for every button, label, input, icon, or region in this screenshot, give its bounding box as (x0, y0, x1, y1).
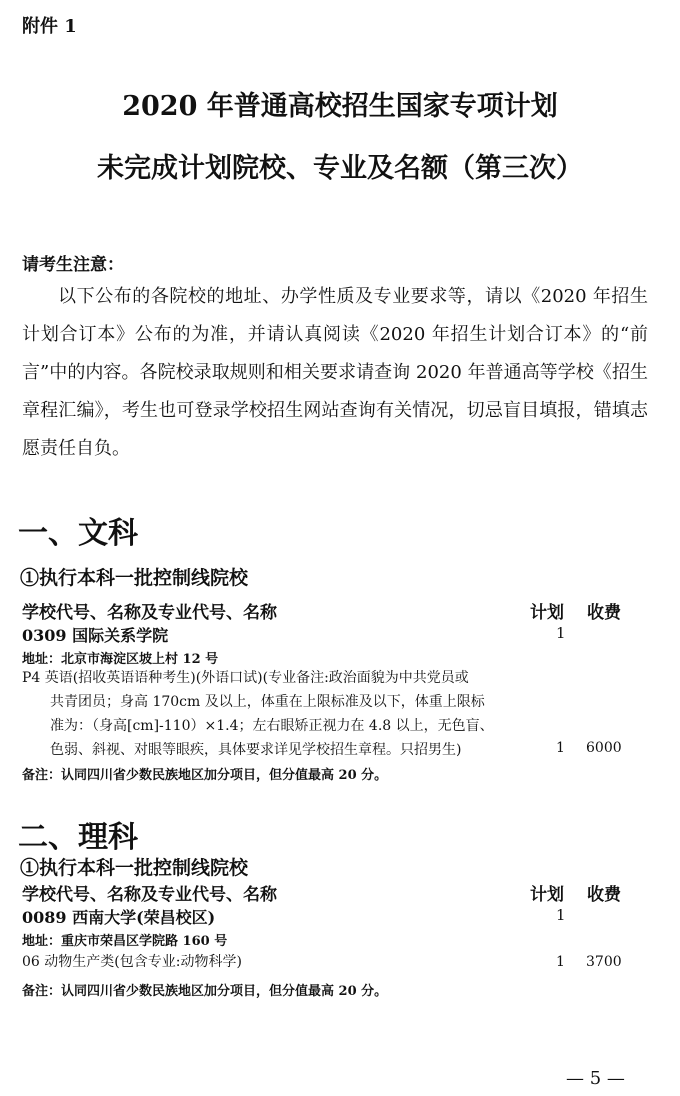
school-name: 0309 国际关系学院 (22, 626, 169, 645)
table-header-name: 学校代号、名称及专业代号、名称 (22, 603, 277, 623)
major-line: P4 英语(招收英语语种考生)(外语口试)(专业备注:政治面貌为中共党员或 (22, 670, 469, 686)
table-header-fee: 收费 (587, 885, 621, 905)
major-line: 共青团员；身高 170cm 及以上，体重在上限标准及以下，体重上限标 (50, 694, 485, 710)
table-header-name: 学校代号、名称及专业代号、名称 (22, 885, 277, 905)
major-entry (22, 950, 542, 974)
table-header-plan: 计划 (530, 603, 564, 623)
school-address: 地址：北京市海淀区坡上村 12 号 (22, 652, 219, 667)
school-address: 地址：重庆市荣昌区学院路 160 号 (22, 934, 228, 949)
table-header-fee: 收费 (587, 603, 621, 623)
major-fee: 3700 (586, 954, 622, 970)
section-subtitle-arts: ①执行本科一批控制线院校 (20, 567, 249, 589)
section-title-arts: 一、文科 (18, 516, 138, 551)
major-line: 06 动物生产类(包含专业:动物科学) (22, 954, 242, 970)
document-title-line1: 2020 年普通高校招生国家专项计划 (122, 91, 558, 122)
table-header-plan: 计划 (530, 885, 564, 905)
major-line: 准为：（身高[cm]-110）×1.4；左右眼矫正视力在 4.8 以上，无色盲、 (50, 718, 494, 734)
notice-body: 以下公布的各院校的地址、办学性质及专业要求等，请以《2020 年招生计划合订本》公布的为准，并请认真阅读《2020 年招生计划合订本》的“前言”中的内容。各院校录取规则和相关要求请查询 2020 年普通高等学校《招生章程汇编》，考生也可登录学校招生网站查询有关情况，切忌盲目填报，错填志愿责任自负。 (22, 286, 648, 459)
page-number: — 5 — (566, 1068, 625, 1089)
section-title-science: 二、理科 (18, 820, 138, 855)
major-fee: 6000 (586, 740, 622, 756)
major-entry (22, 666, 542, 762)
major-plan: 1 (556, 740, 565, 756)
remark: 备注：认同四川省少数民族地区加分项目，但分值最高 20 分。 (22, 768, 388, 783)
document-title-line2: 未完成计划院校、专业及名额（第三次） (97, 153, 583, 184)
school-plan: 1 (556, 624, 566, 642)
remark: 备注：认同四川省少数民族地区加分项目，但分值最高 20 分。 (22, 984, 388, 999)
section-subtitle-science: ①执行本科一批控制线院校 (20, 857, 249, 879)
school-plan: 1 (556, 906, 566, 924)
school-name: 0089 西南大学(荣昌校区) (22, 908, 216, 927)
attachment-label: 附件 1 (22, 16, 77, 37)
notice-heading: 请考生注意： (22, 255, 124, 275)
major-line: 色弱、斜视、对眼等眼疾，具体要求详见学校招生章程。只招男生) (50, 742, 462, 758)
major-plan: 1 (556, 954, 565, 970)
